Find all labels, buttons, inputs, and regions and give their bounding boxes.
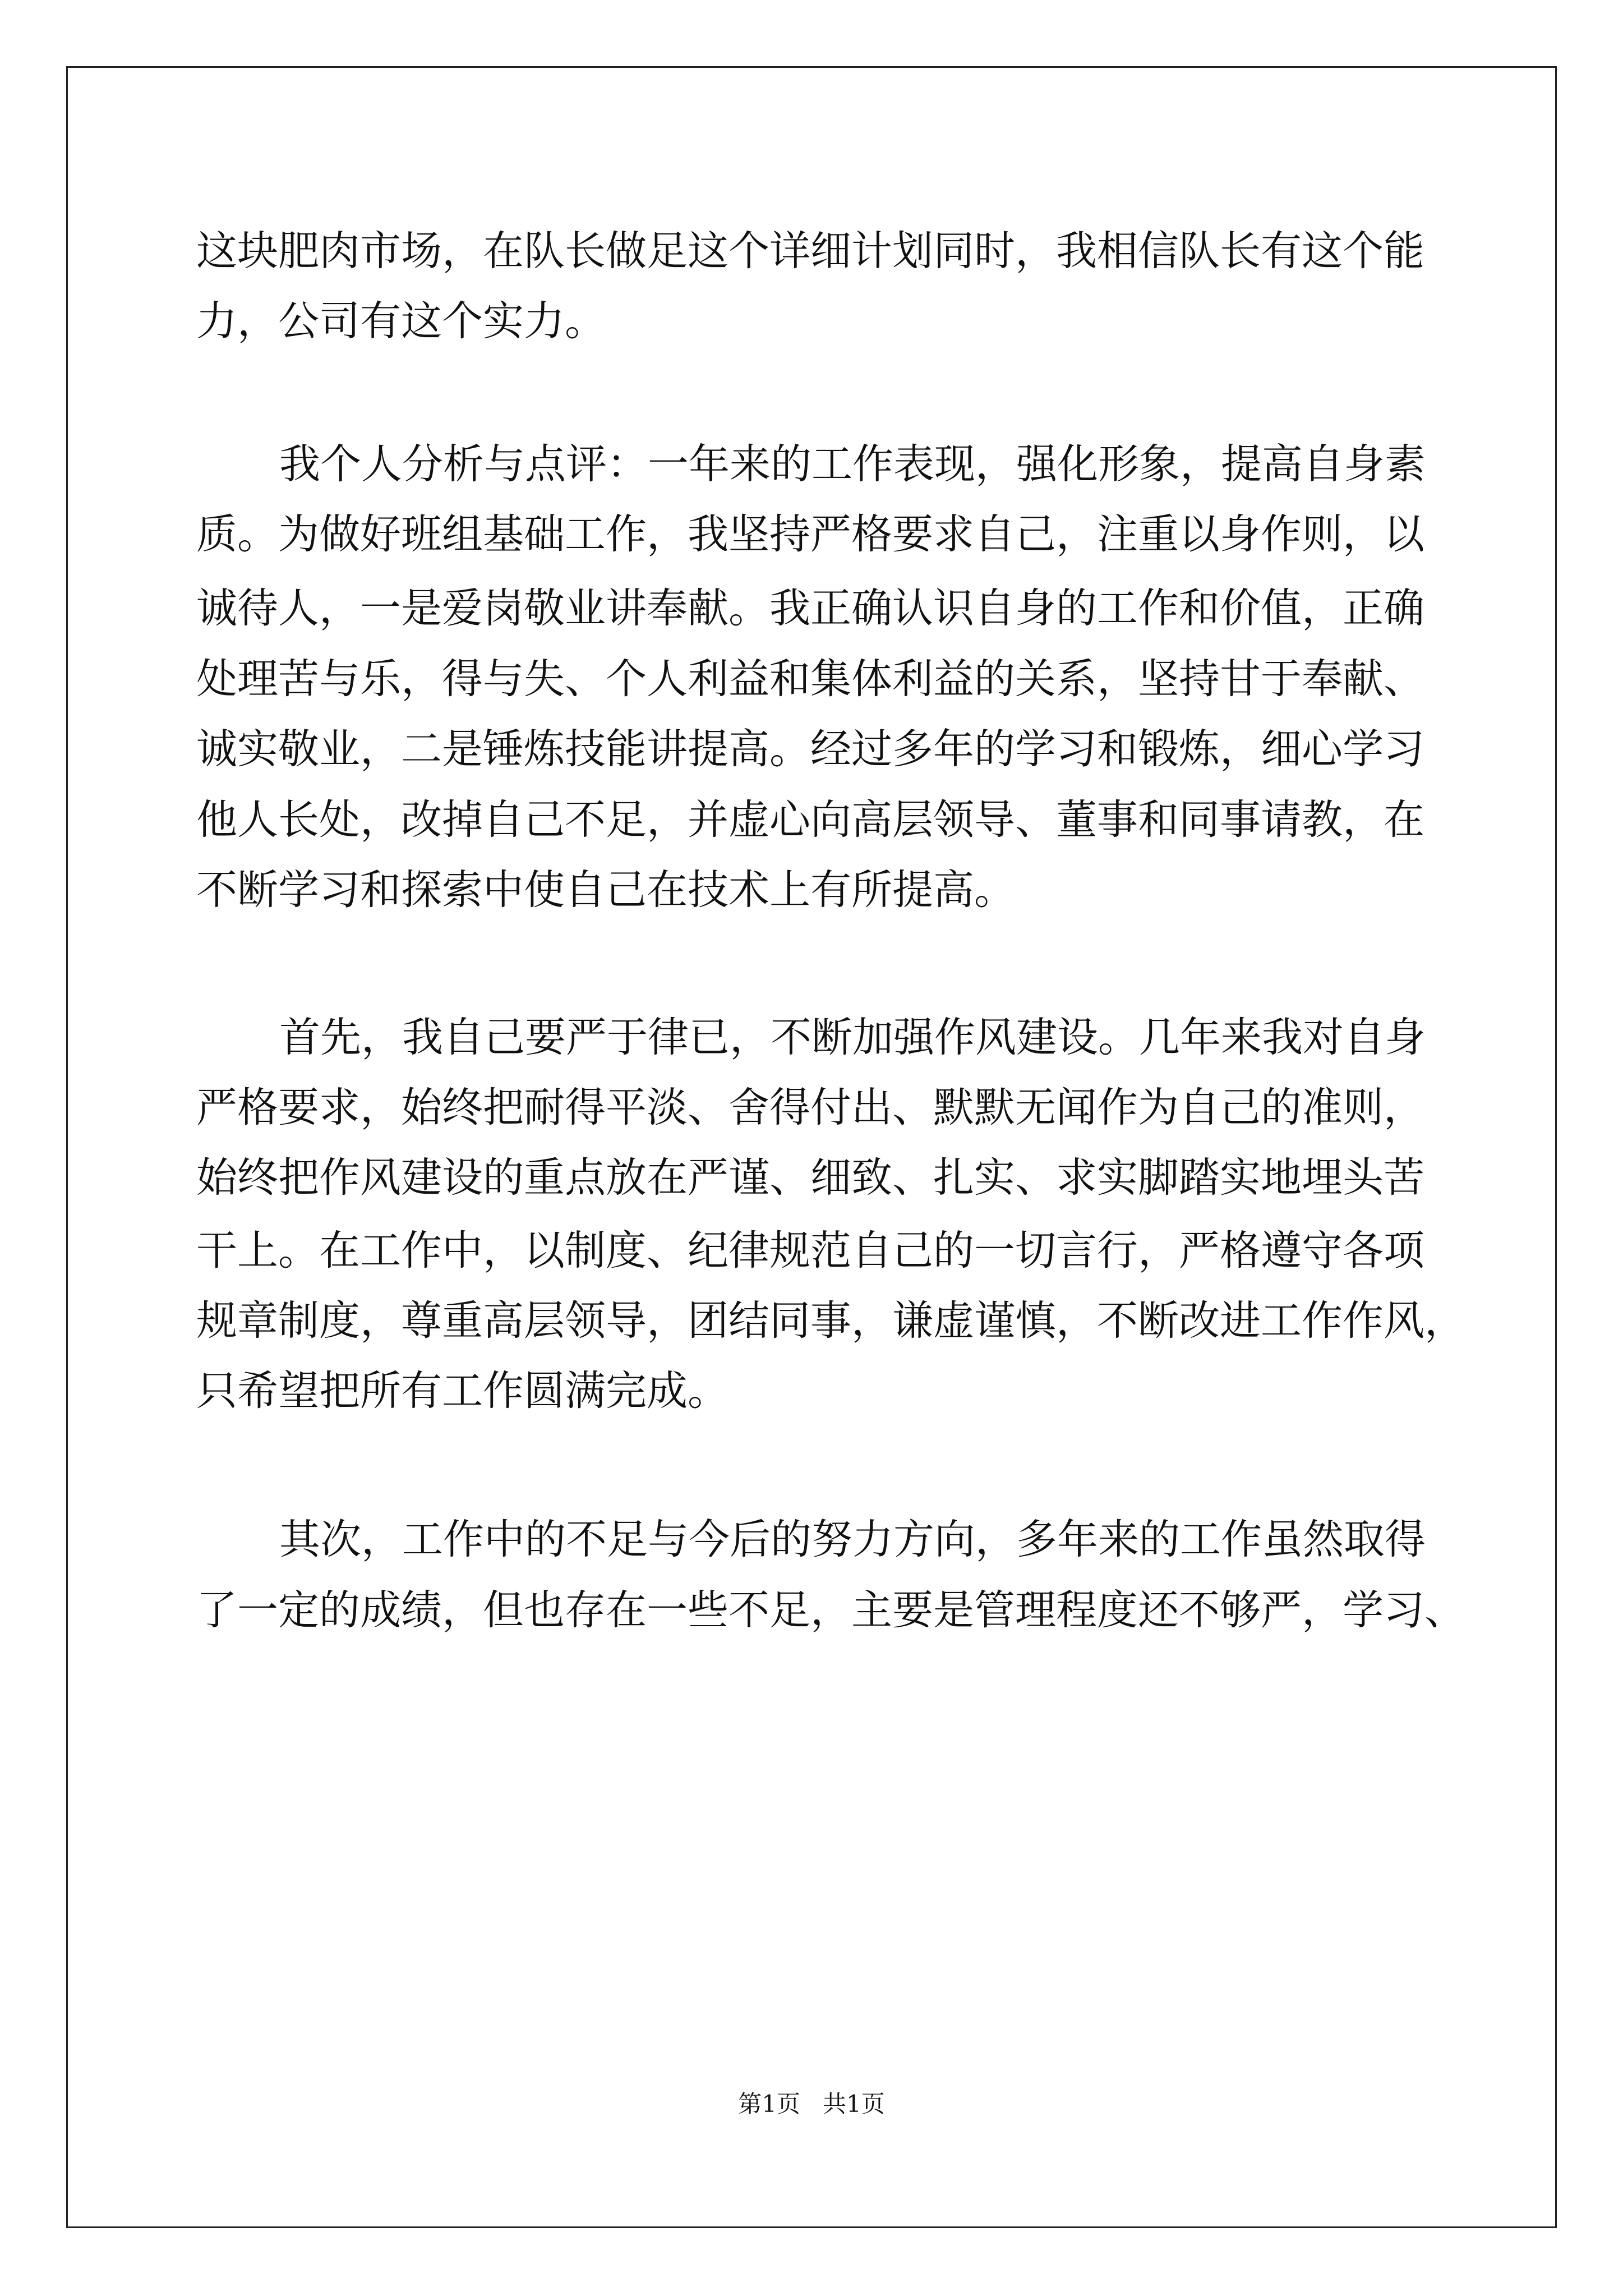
text-line: 我个人分析与点评：一年来的工作表现，强化形象，提高自身素 <box>279 440 1426 488</box>
text-line: 力，公司有这个实力。 <box>196 297 606 345</box>
text-line: 处理苦与乐，得与失、个人利益和集体利益的关系，坚持甘于奉献、 <box>196 655 1424 703</box>
text-line: 始终把作风建设的重点放在严谨、细致、扎实、求实脚踏实地埋头苦 <box>196 1154 1424 1202</box>
text-line: 只希望把所有工作圆满完成。 <box>196 1367 728 1415</box>
page-border <box>66 66 1557 2228</box>
text-line: 他人长处，改掉自己不足，并虚心向高层领导、董事和同事请教，在 <box>196 796 1424 844</box>
text-line: 首先，我自己要严于律已，不断加强作风建设。几年来我对自身 <box>279 1014 1426 1061</box>
text-line: 质。为做好班组基础工作，我坚持严格要求自己，注重以身作则，以 <box>196 510 1424 558</box>
text-line: 这块肥肉市场，在队长做足这个详细计划同时，我相信队长有这个能 <box>196 227 1424 275</box>
text-line: 诚待人，一是爱岗敬业讲奉献。我正确认识自身的工作和价值，正确 <box>196 585 1424 632</box>
text-line: 了一定的成绩，但也存在一些不足，主要是管理程度还不够严，学习、 <box>196 1586 1465 1634</box>
page-number: 第1页 共1页 <box>738 2090 885 2118</box>
text-line: 其次，工作中的不足与今后的努力方向，多年来的工作虽然取得 <box>279 1516 1426 1563</box>
text-line: 诚实敬业，二是锤炼技能讲提高。经过多年的学习和锻炼，细心学习 <box>196 725 1424 773</box>
text-line: 干上。在工作中，以制度、纪律规范自己的一切言行，严格遵守各项 <box>196 1227 1424 1274</box>
text-line: 不断学习和探索中使自己在技术上有所提高。 <box>196 866 1015 914</box>
text-line: 规章制度，尊重高层领导，团结同事，谦虚谨慎，不断改进工作作风， <box>196 1297 1465 1345</box>
text-line: 严格要求，始终把耐得平淡、舍得付出、默默无闻作为自己的准则， <box>196 1084 1424 1131</box>
